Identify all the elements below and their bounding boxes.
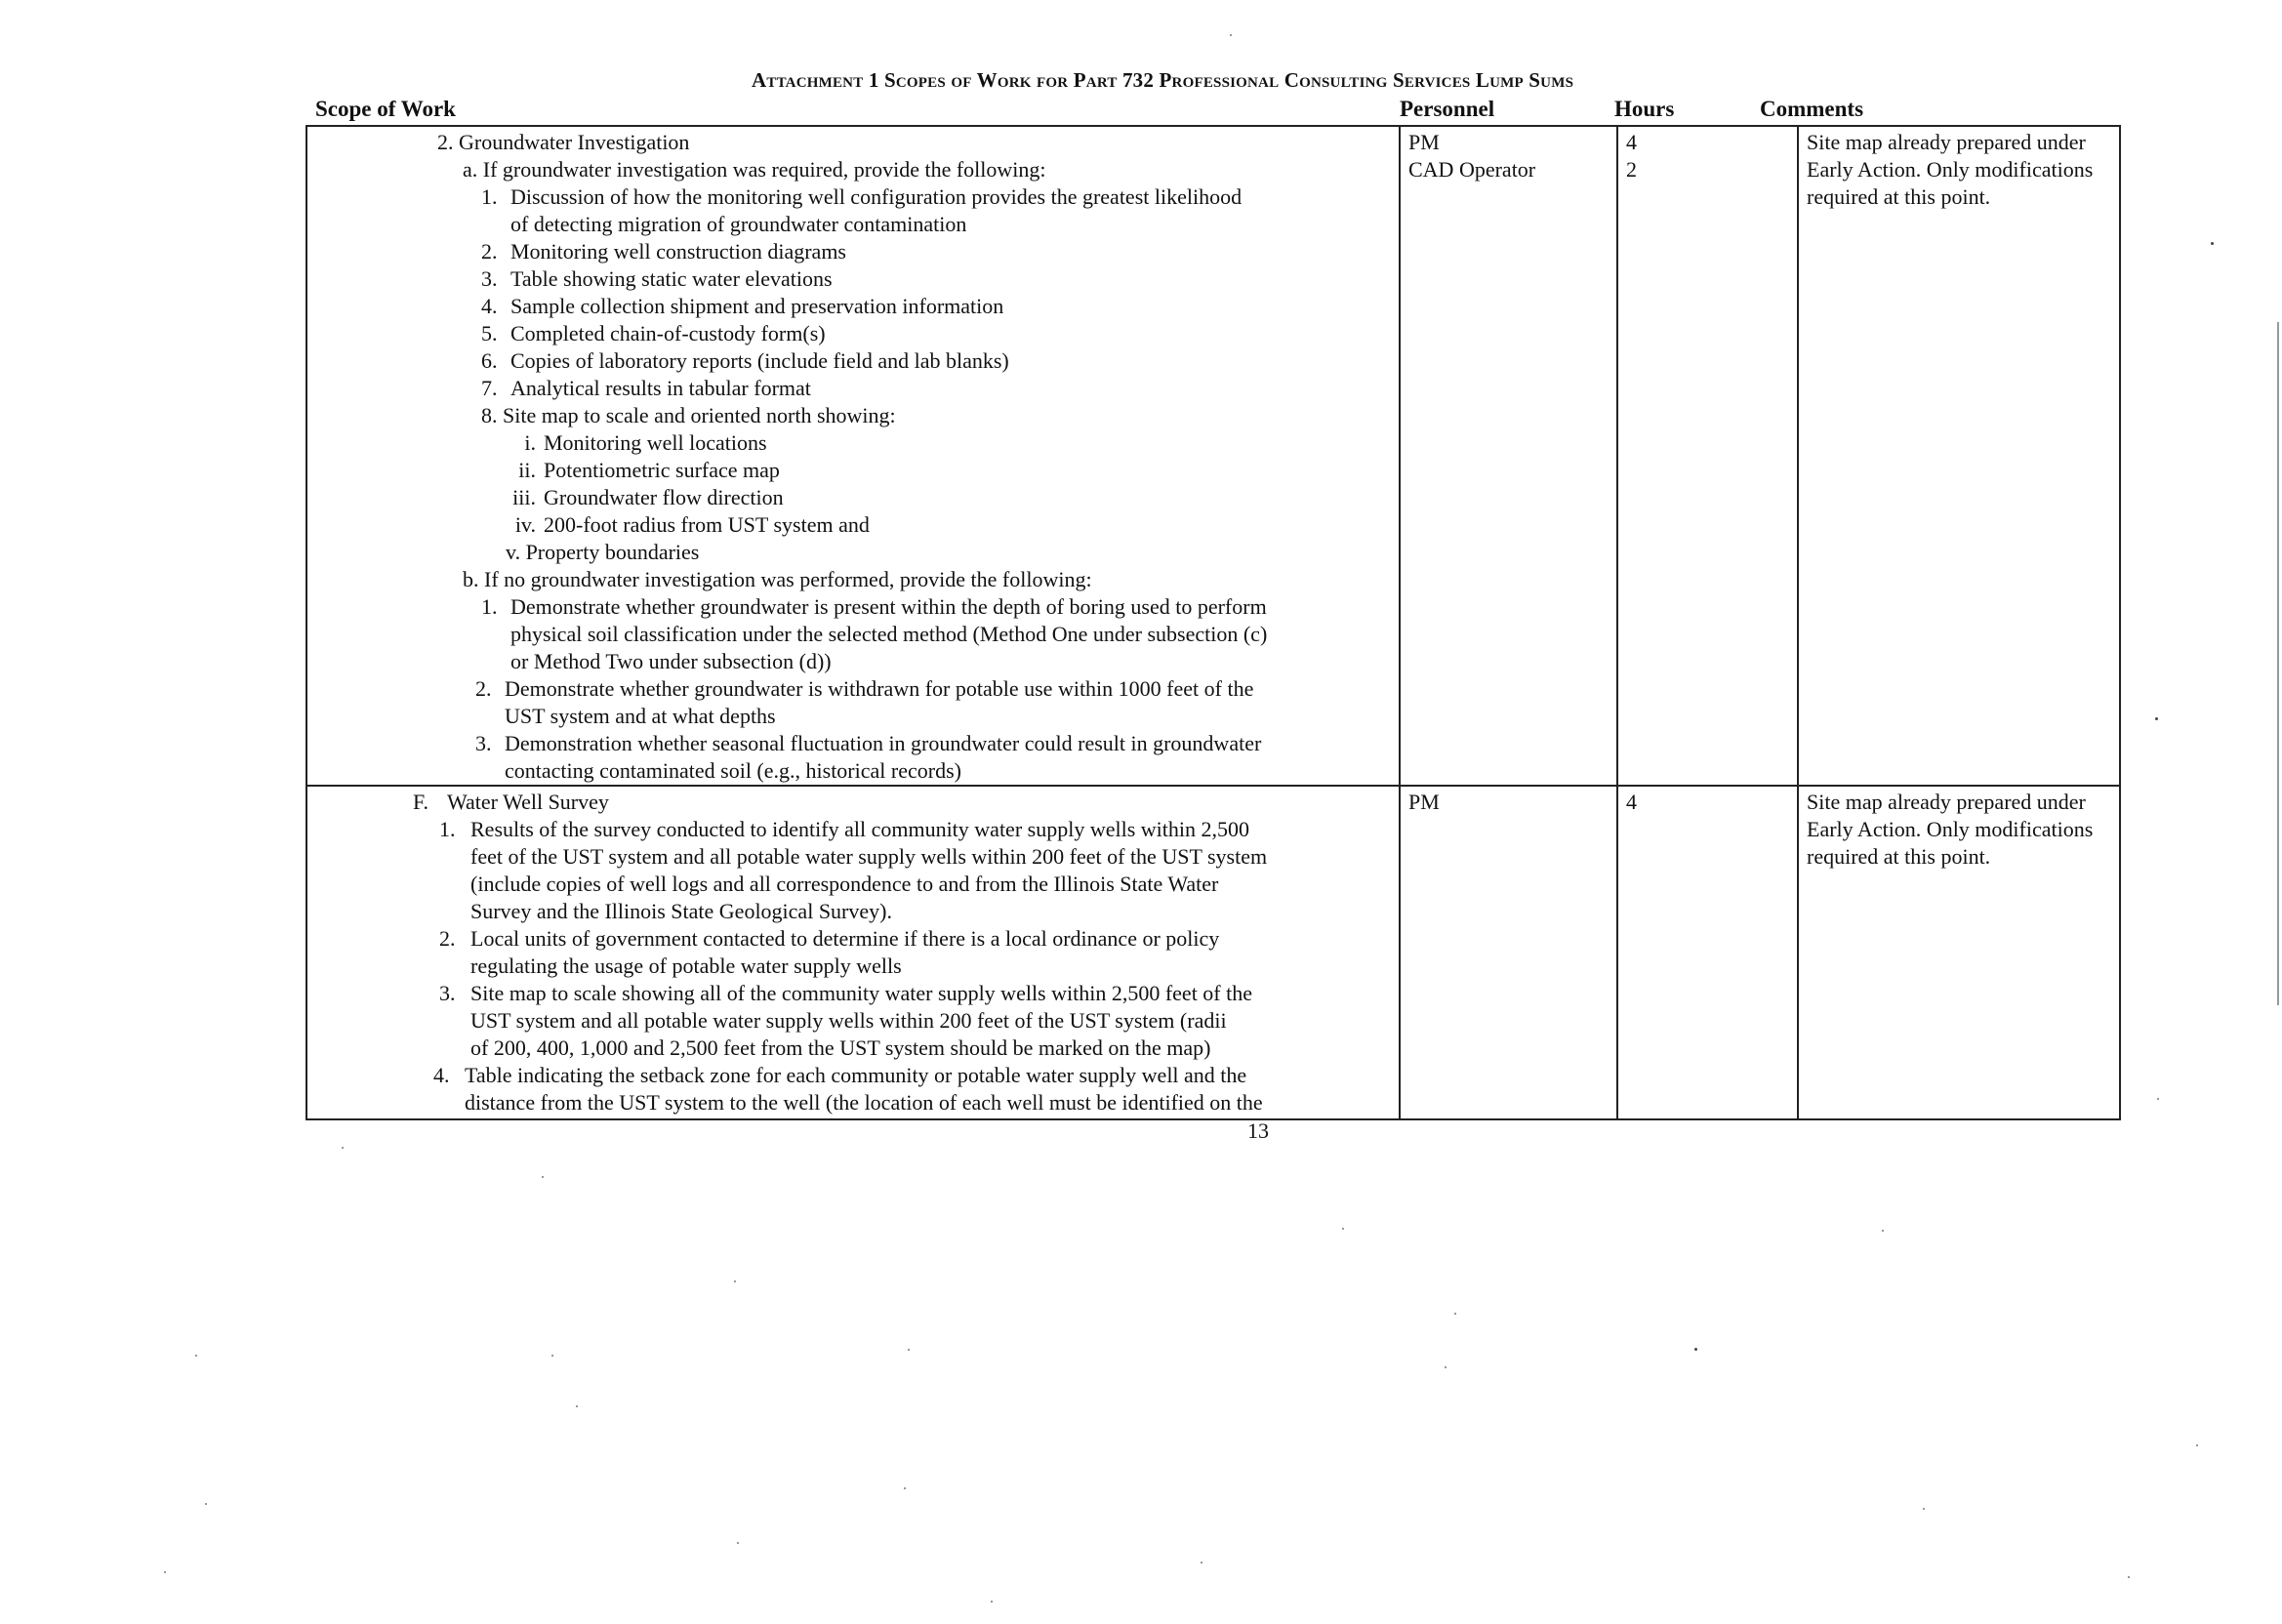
column-header-hours: Hours — [1614, 97, 1675, 121]
scope-line: Survey and the Illinois State Geological Survey). — [470, 899, 892, 923]
scope-line: 2. Demonstrate whether groundwater is withdrawn for potable use within 1000 feet of the — [475, 676, 1254, 701]
comment-text: Site map already prepared under Early Action. Only modifications required at this point. — [1807, 790, 2094, 869]
scope-line: 8. Site map to scale and oriented north showing: — [481, 403, 896, 427]
comments-cell — [1798, 786, 2120, 1119]
scope-line: 2. Groundwater Investigation — [437, 130, 690, 154]
scope-line: distance from the UST system to the well (the location of each well must be identified on the — [465, 1090, 1263, 1115]
scope-line: b. If no groundwater investigation was performed, provide the following: — [463, 567, 1092, 591]
column-header-comments: Comments — [1760, 97, 1864, 121]
scope-line: contacting contaminated soil (e.g., historical records) — [505, 758, 961, 783]
scope-line: UST system and all potable water supply wells within 200 feet of the UST system (radii — [470, 1008, 1227, 1033]
scope-line: 7. Analytical results in tabular format — [481, 376, 811, 400]
scope-line: regulating the usage of potable water supply wells — [470, 954, 902, 978]
scope-line: iii. Groundwater flow direction — [512, 485, 784, 509]
scope-line: 1. Demonstrate whether groundwater is present within the depth of boring used to perform — [481, 594, 1267, 619]
comments-cell — [1798, 126, 2120, 786]
scope-line: 3. Demonstration whether seasonal fluctuation in groundwater could result in groundwater — [475, 731, 1262, 755]
scope-line: 6. Copies of laboratory reports (include field and lab blanks) — [481, 348, 1009, 373]
scope-line: F. Water Well Survey — [413, 790, 609, 814]
scope-line: 2. Monitoring well construction diagrams — [481, 239, 846, 264]
scope-line: 2. Local units of government contacted to determine if there is a local ordinance or policy — [439, 926, 1220, 951]
column-header-scope: Scope of Work — [315, 97, 456, 121]
personnel-cell — [1400, 126, 1617, 786]
scope-line: or Method Two under subsection (d)) — [510, 649, 832, 673]
scope-line: of detecting migration of groundwater contamination — [510, 212, 967, 236]
personnel-entry: CAD Operator — [1408, 157, 1536, 182]
scope-line: ii. Potentiometric surface map — [518, 458, 780, 482]
scope-line: 3. Table showing static water elevations — [481, 266, 833, 291]
hours-entry: 2 — [1626, 157, 1637, 182]
scope-line: 4. Table indicating the setback zone for each community or potable water supply well and the — [433, 1063, 1247, 1087]
scope-of-work-table — [306, 125, 2121, 1120]
page-number: 13 — [1247, 1118, 1269, 1143]
document-title: Attachment 1 Scopes of Work for Part 732 Professional Consulting Services Lump Sums — [752, 68, 1574, 92]
scope-line: UST system and at what depths — [505, 704, 776, 728]
scope-line: (include copies of well logs and all correspondence to and from the Illinois State Water — [470, 872, 1219, 896]
table-row — [306, 786, 2120, 1119]
scope-line: iv. 200-foot radius from UST system and — [514, 512, 870, 537]
scope-line: physical soil classification under the selected method (Method One under subsection (c) — [510, 622, 1268, 646]
scope-cell — [306, 126, 1400, 786]
personnel-cell — [1400, 786, 1617, 1119]
hours-cell — [1617, 786, 1798, 1119]
scope-line: 5. Completed chain-of-custody form(s) — [481, 321, 826, 345]
scope-line: a. If groundwater investigation was required, provide the following: — [463, 157, 1046, 182]
scope-line: 1. Results of the survey conducted to identify all community water supply wells within 2,500 — [439, 817, 1249, 841]
scope-line: 1. Discussion of how the monitoring well configuration provides the greatest likelihood — [481, 184, 1243, 209]
scope-line: 3. Site map to scale showing all of the community water supply wells within 2,500 feet of the — [439, 981, 1253, 1005]
table-row — [306, 126, 2120, 786]
personnel-entry: PM — [1408, 790, 1440, 814]
scope-line: 4. Sample collection shipment and preservation information — [481, 294, 1004, 318]
scope-line: of 200, 400, 1,000 and 2,500 feet from the UST system should be marked on the map) — [470, 1035, 1211, 1060]
scope-line: feet of the UST system and all potable water supply wells within 200 feet of the UST system — [470, 844, 1268, 869]
hours-cell — [1617, 126, 1798, 786]
hours-entry: 4 — [1626, 790, 1637, 814]
hours-entry: 4 — [1626, 130, 1637, 154]
scope-cell — [306, 786, 1400, 1119]
scope-line: i. Monitoring well locations — [524, 430, 767, 455]
personnel-entry: PM — [1408, 130, 1440, 154]
comment-text: Site map already prepared under Early Action. Only modifications required at this point. — [1807, 130, 2094, 209]
scope-line: v. Property boundaries — [506, 540, 700, 564]
column-header-personnel: Personnel — [1400, 97, 1495, 121]
